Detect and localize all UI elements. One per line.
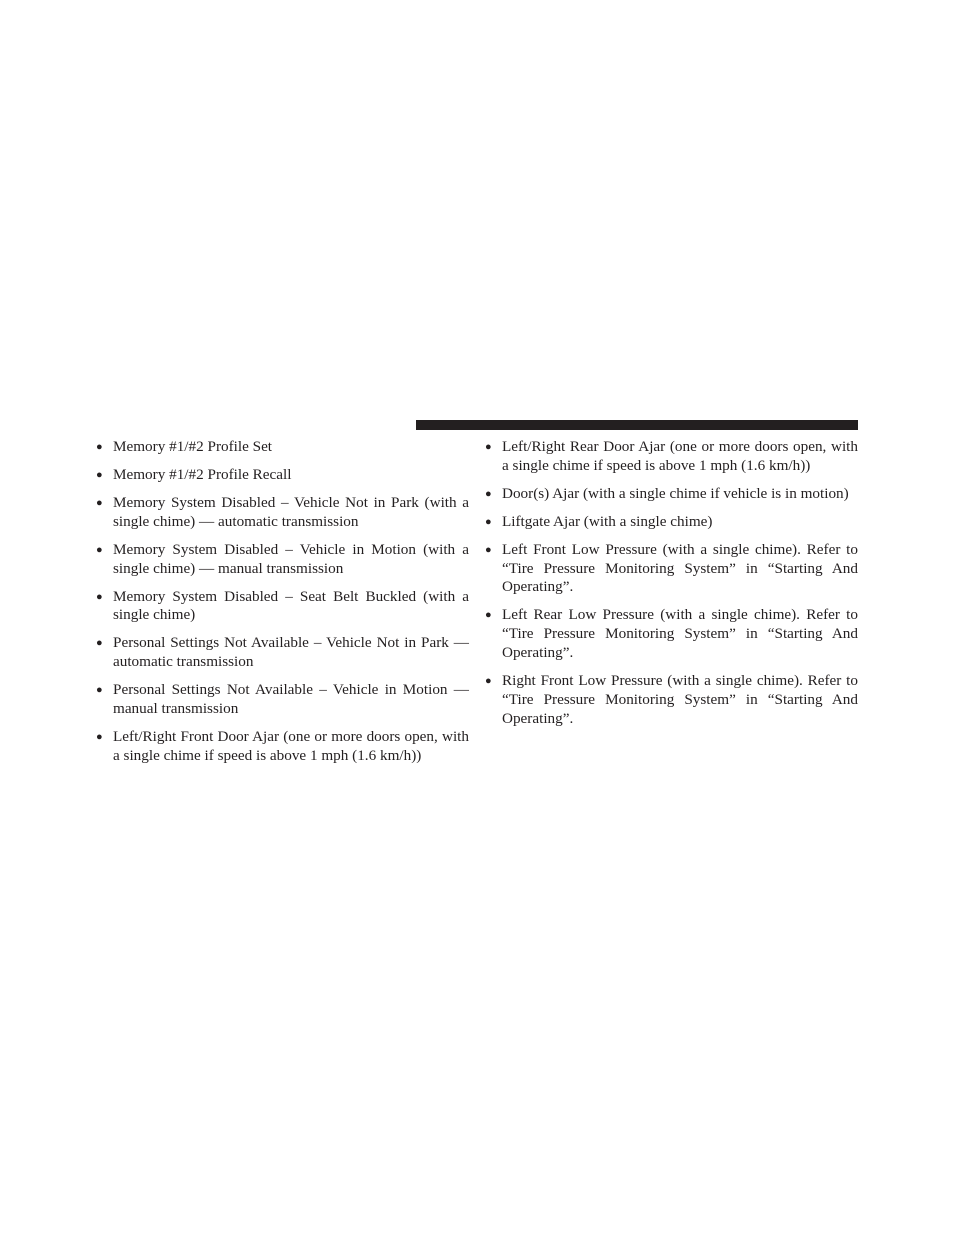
list-item-text: Memory System Disabled – Vehicle in Motion (with a single chime) — manual transmission [113,540,469,577]
list-item [96,588,469,626]
list-item-text: Liftgate Ajar (with a single chime) [502,512,713,530]
list-item-text: Personal Settings Not Available – Vehicle in Motion — manual transmission [113,681,469,717]
right-column-list [485,438,858,737]
list-item-text: Door(s) Ajar (with a single chime if vehicle is in motion) [502,484,849,502]
bullet-icon: ● [96,590,103,603]
list-item [96,634,469,672]
list-item-text: Personal Settings Not Available – Vehicle Not in Park — automatic transmission [113,634,469,671]
bullet-icon: ● [485,487,492,500]
bullet-icon: ● [96,684,103,697]
list-item [96,541,469,579]
bullet-icon: ● [96,441,103,453]
list-item [485,606,858,662]
list-item [96,466,469,485]
list-item-text: Memory System Disabled – Seat Belt Buckled (with a single chime) [113,587,469,624]
bullet-icon: ● [485,609,492,622]
bullet-icon: ● [485,543,492,556]
list-item [96,494,469,532]
bullet-icon: ● [96,730,103,743]
list-item [485,672,858,728]
list-item-text: Memory #1/#2 Profile Set [113,438,273,455]
bullet-icon: ● [485,441,492,453]
section-header-bar [416,420,858,430]
list-item [485,513,858,532]
bullet-icon: ● [485,674,492,687]
bullet-icon: ● [96,637,103,650]
list-item [485,438,858,476]
list-item-text: Left Front Low Pressure (with a single chime). Refer to “Tire Pressure Monitoring System” in “Starting And Operating”. [502,540,858,596]
bullet-icon: ● [96,468,103,481]
list-item-text: Left Rear Low Pressure (with a single chime). Refer to “Tire Pressure Monitoring System” in “Starting And Operating”. [502,606,858,661]
bullet-icon: ● [485,515,492,528]
left-column-list [96,438,469,775]
list-item-text: Right Front Low Pressure (with a single chime). Refer to “Tire Pressure Monitoring System” in “Starting And Operating”. [502,671,858,727]
list-item [96,728,469,766]
list-item [485,541,858,597]
list-item-text: Memory System Disabled – Vehicle Not in Park (with a single chime) — automatic transmission [113,493,469,530]
list-item [96,438,469,457]
list-item-text: Left/Right Front Door Ajar (one or more doors open, with a single chime if speed is above 1 mph (1.6 km/h)) [113,727,469,764]
list-item [96,681,469,719]
list-item [485,485,858,504]
bullet-icon: ● [96,496,103,509]
list-item-text: Left/Right Rear Door Ajar (one or more doors open, with a single chime if speed is above 1 mph (1.6 km/h)) [502,438,858,474]
bullet-icon: ● [96,543,103,556]
list-item-text: Memory #1/#2 Profile Recall [113,465,292,483]
